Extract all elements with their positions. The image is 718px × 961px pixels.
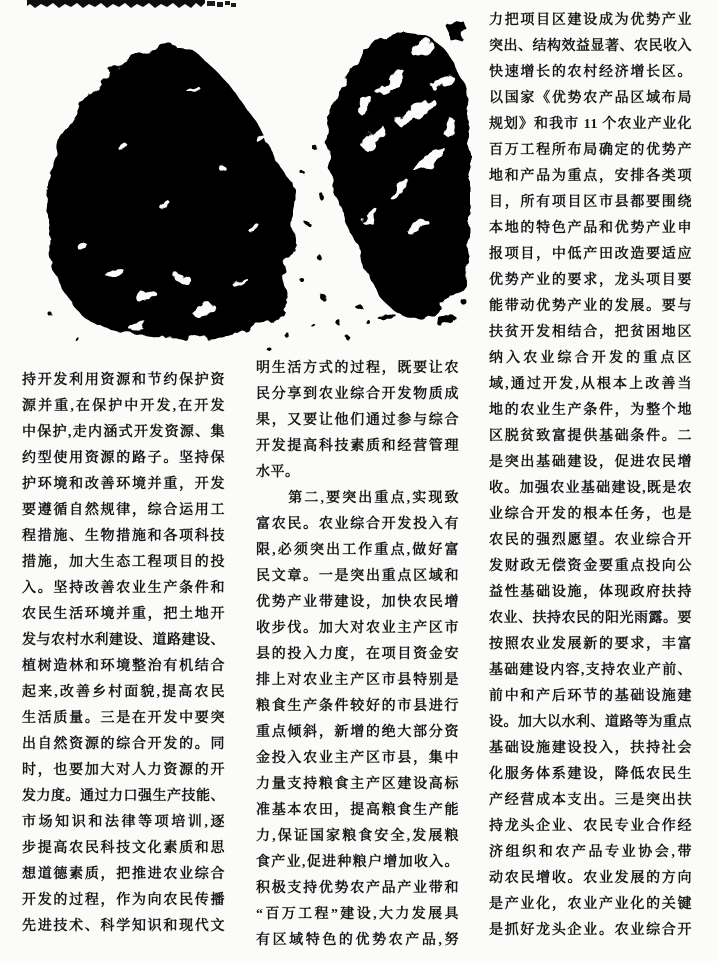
text-line: 第二,要突出重点,实现致 (256, 491, 459, 506)
text-line: 有区域特色的优势农产品,努 (256, 933, 459, 948)
text-line: “百万工程”建设,大力发展具 (256, 907, 459, 922)
text-line: 市场知识和法律等项培训,逐 (22, 815, 225, 830)
text-line: 济组织和农产品专业协会,带 (489, 845, 692, 860)
text-line: 准基本农田，提高粮食生产能 (256, 803, 459, 818)
text-line: 粮食生产条件较好的市县进行 (256, 699, 459, 714)
text-line: 益性基础设施，体现政府扶持 (489, 585, 692, 600)
text-line: 百万工程所布局确定的优势产 (489, 143, 692, 158)
text-line: 农民的强烈愿望。农业综合开 (489, 533, 692, 548)
text-line: 地的农业生产条件，为整个地 (489, 403, 692, 418)
text-line: 发与农村水利建设、道路建设、 (22, 633, 225, 648)
landscape-photo (18, 20, 474, 354)
text-line: 富农民。农业综合开发投入有 (256, 517, 459, 532)
text-line: 报项目，中低产田改造要适应 (489, 247, 692, 262)
text-line: 产经营成本支出。三是突出扶 (489, 793, 692, 808)
text-line: 纳入农业综合开发的重点区 (489, 351, 692, 366)
text-line: 是产业化，农业产业化的关键 (489, 897, 692, 912)
text-line: 力把项目区建设成为优势产业 (489, 13, 692, 28)
text-line: 力,保证国家粮食安全,发展粮 (256, 829, 459, 844)
text-line: 限,必须突出工作重点,做好富 (256, 543, 459, 558)
text-line: 约型使用资源的路子。坚持保 (22, 451, 225, 466)
text-line: 前中和产后环节的基础设施建 (489, 689, 692, 704)
text-line: 出自然资源的综合开发的。同 (22, 737, 225, 752)
text-line: 优势产业带建设，加快农民增 (256, 595, 459, 610)
text-line: 设。加大以水利、道路等为重点 (489, 715, 692, 730)
text-line: 业综合开发的根本任务，也是 (489, 507, 692, 522)
text-column-middle (256, 356, 459, 954)
text-line: 步提高农民科技文化素质和思 (22, 841, 225, 856)
text-line: 时，也要加大对人力资源的开 (22, 763, 225, 778)
text-column-left (22, 368, 225, 940)
text-line: 护环境和改善环境并重，开发 (22, 477, 225, 492)
text-line: 入。坚持改善农业生产条件和 (22, 581, 225, 596)
text-line: 以国家《优势农产品区域布局 (489, 91, 692, 106)
text-line: 突出、结构效益显著、农民收入 (489, 39, 692, 54)
text-line: 措施，加大生态工程项目的投 (22, 555, 225, 570)
text-line: 农民生活环境并重，把土地开 (22, 607, 225, 622)
text-line: 动农民增收。农业发展的方向 (489, 871, 692, 886)
text-line: 源并重,在保护中开发,在开发 (22, 399, 225, 414)
text-line: 收。加强农业基础建设,既是农 (489, 481, 692, 496)
text-line: 金投入农业主产区市县，集中 (256, 751, 459, 766)
text-line: 先进技术、科学知识和现代文 (22, 919, 225, 934)
text-column-right (489, 8, 692, 944)
text-line: 地和产品为重点，安排各类项 (489, 169, 692, 184)
text-line: 按照农业发展新的要求，丰富 (489, 637, 692, 652)
text-line: 农业、扶持农民的阳光雨露。要 (489, 611, 692, 626)
text-line: 快速增长的农村经济增长区。 (489, 65, 692, 80)
text-line: 排上对农业主产区市县特别是 (256, 673, 459, 688)
text-line: 果，又要让他们通过参与综合 (256, 413, 459, 428)
text-line: 积极支持优势农产品产业带和 (256, 881, 459, 896)
text-line: 植树造林和环境整治有机结合 (22, 659, 225, 674)
text-line: 民分享到农业综合开发物质成 (256, 387, 459, 402)
text-line: 民文章。一是突出重点区域和 (256, 569, 459, 584)
text-line: 生活质量。三是在开发中要突 (22, 711, 225, 726)
text-line: 起来,改善乡村面貌,提高农民 (22, 685, 225, 700)
text-line: 规划》和我市 11 个农业产业化 (489, 117, 692, 132)
landscape-photo-graphic (18, 20, 474, 354)
text-line: 力量支持粮食主产区建设高标 (256, 777, 459, 792)
text-line: 重点倾斜，新增的绝大部分资 (256, 725, 459, 740)
text-line: 收步伐。加大对农业主产区市 (256, 621, 459, 636)
text-line: 目，所有项目区市县都要围绕 (489, 195, 692, 210)
text-line: 化服务体系建设，降低农民生 (489, 767, 692, 782)
text-line: 基础建设内容,支持农业产前、 (489, 663, 692, 678)
text-line: 县的投入力度，在项目资金安 (256, 647, 459, 662)
text-line: 能带动优势产业的发展。要与 (489, 299, 692, 314)
text-line: 基础设施建设投入，扶持社会 (489, 741, 692, 756)
text-line: 扶贫开发相结合，把贫困地区 (489, 325, 692, 340)
text-line: 要遵循自然规律，综合运用工 (22, 503, 225, 518)
text-line: 是突出基础建设，促进农民增 (489, 455, 692, 470)
text-line: 开发提高科技素质和经营管理 (256, 439, 459, 454)
text-line: 想道德素质，把推进农业综合 (22, 867, 225, 882)
text-line: 优势产业的要求，龙头项目要 (489, 273, 692, 288)
text-line: 持龙头企业、农民专业合作经 (489, 819, 692, 834)
text-line: 发力度。通过力口强生产技能、 (22, 789, 225, 804)
text-line: 食产业,促进种粮户增加收入。 (256, 855, 459, 870)
text-line: 中保护,走内涵式开发资源、集 (22, 425, 225, 440)
text-line: 本地的特色产品和优势产业申 (489, 221, 692, 236)
text-line: 发财政无偿资金要重点投向公 (489, 559, 692, 574)
text-line: 明生活方式的过程，既要让农 (256, 361, 459, 376)
text-line: 开发的过程，作为向农民传播 (22, 893, 225, 908)
text-line: 水平。 (256, 465, 300, 480)
text-line: 域,通过开发,从根本上改善当 (489, 377, 692, 392)
text-line: 持开发利用资源和节约保护资 (22, 373, 225, 388)
text-line: 程措施、生物措施和各项科技 (22, 529, 225, 544)
text-line: 是抓好龙头企业。农业综合开 (489, 923, 692, 938)
text-line: 区脱贫致富提供基础条件。二 (489, 429, 692, 444)
masthead-remnant-graphic (27, 0, 237, 10)
